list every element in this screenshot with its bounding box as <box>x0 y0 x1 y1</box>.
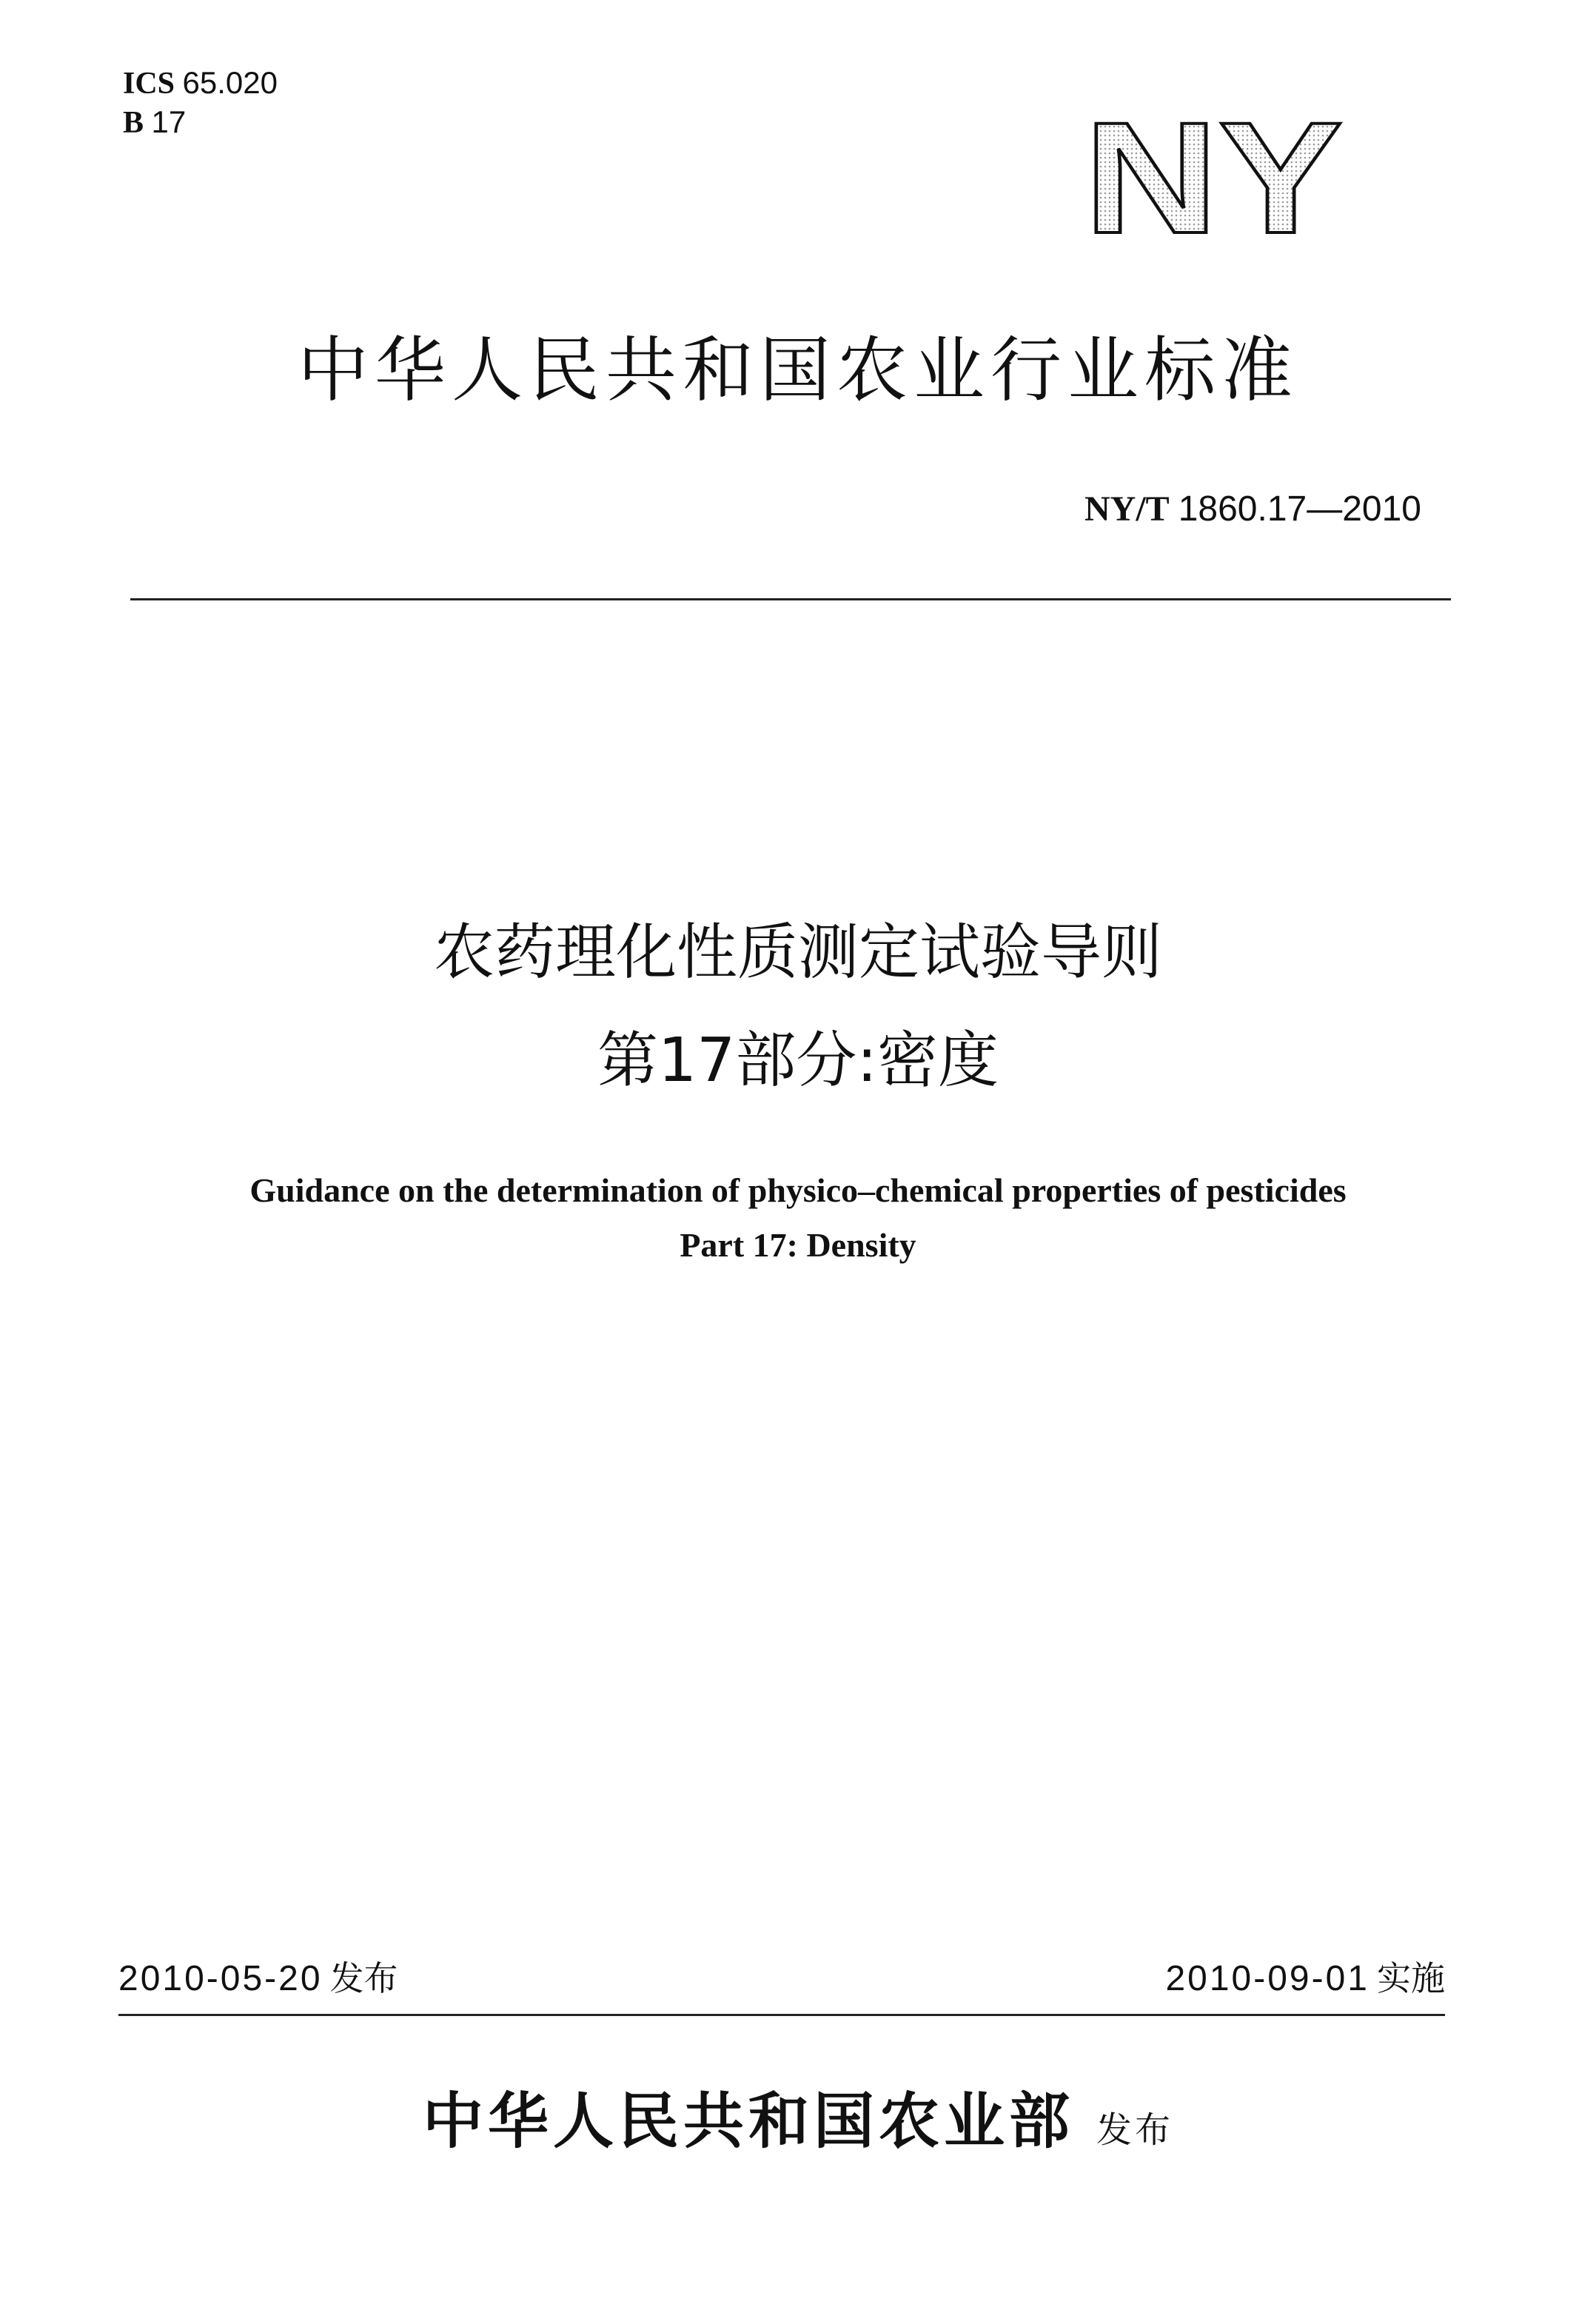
ics-code-value: 65.020 <box>182 65 278 100</box>
ccs-code-prefix: B <box>123 106 144 140</box>
title-english-line-2: Part 17: Density <box>680 1226 916 1264</box>
issuing-authority-name: 中华人民共和国农业部 <box>422 2086 1074 2157</box>
standard-number <box>1084 487 1421 532</box>
top-divider <box>130 598 1451 600</box>
title-chinese-line-2: 第17部分:密度 <box>597 1025 999 1096</box>
ny-logo <box>1081 111 1351 238</box>
title-english-line-1: Guidance on the determination of physico–chemical properties of pesticides <box>249 1171 1347 1209</box>
standard-number-prefix: NY/T <box>1084 489 1170 529</box>
implementation-date-label: 实施 <box>1377 1958 1445 1998</box>
issuing-authority <box>0 2080 1596 2171</box>
bottom-divider <box>118 2014 1445 2016</box>
ccs-code-value: 17 <box>151 104 187 139</box>
ccs-code <box>123 103 278 142</box>
ics-code-prefix: ICS <box>123 67 175 101</box>
ny-logo-text: NY <box>1084 111 1343 238</box>
standard-heading: 中华人民共和国农业行业标准 <box>298 329 1298 412</box>
implementation-date-value: 2010-09-01 <box>1165 1959 1369 1998</box>
classification-codes <box>123 64 278 142</box>
issue-date <box>118 1955 398 2003</box>
title-chinese-line-1: 农药理化性质测定试验导则 <box>433 917 1162 988</box>
implementation-date <box>1165 1955 1445 2003</box>
issue-date-label: 发布 <box>329 1958 398 1998</box>
issue-date-value: 2010-05-20 <box>118 1959 323 1998</box>
issuing-authority-label: 发布 <box>1096 2109 1174 2151</box>
standard-number-value: 1860.17—2010 <box>1178 489 1421 529</box>
ics-code <box>123 64 278 103</box>
